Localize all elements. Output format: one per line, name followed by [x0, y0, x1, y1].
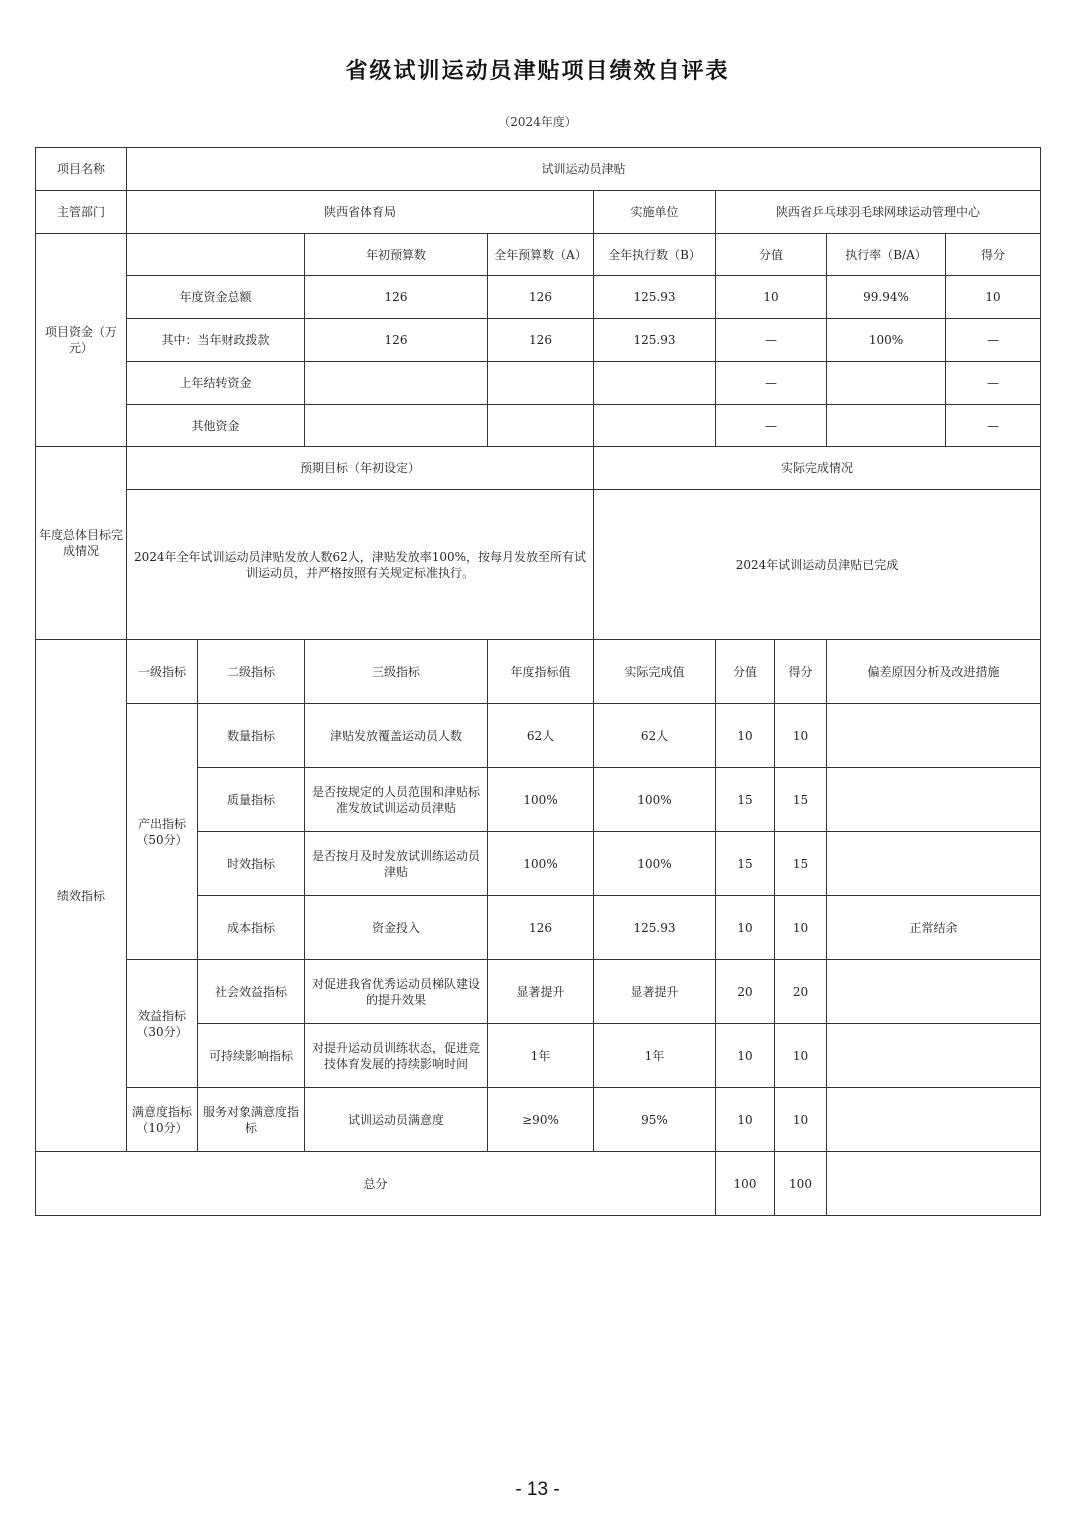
funds-row-rate [827, 362, 946, 405]
label-impl-unit: 实施单位 [594, 191, 716, 234]
perf-row-l3: 对促进我省优秀运动员梯队建设的提升效果 [305, 960, 488, 1024]
perf-row-score: 10 [775, 1088, 827, 1152]
perf-row [36, 1088, 1041, 1152]
funds-row-annual [488, 405, 594, 447]
value-dept: 陕西省体育局 [127, 191, 594, 234]
funds-header-score-value: 分值 [716, 234, 827, 276]
funds-row-initial [305, 405, 488, 447]
perf-row-score: 15 [775, 832, 827, 896]
perf-row-actual: 100% [594, 768, 716, 832]
perf-row [36, 960, 1041, 1024]
goal-expected-header: 预期目标（年初设定） [127, 447, 594, 490]
perf-header-target: 年度指标值 [488, 640, 594, 704]
funds-header-executed: 全年执行数（B） [594, 234, 716, 276]
funds-row-score-value: — [716, 362, 827, 405]
label-dept: 主管部门 [36, 191, 127, 234]
perf-group-satisfaction: 满意度指标（10分） [127, 1088, 198, 1152]
perf-header-l3: 三级指标 [305, 640, 488, 704]
perf-row-target: 显著提升 [488, 960, 594, 1024]
funds-header-blank [127, 234, 305, 276]
perf-row-note [827, 960, 1041, 1024]
form-year: （2024年度） [498, 115, 577, 129]
total-score-value: 100 [716, 1152, 775, 1216]
perf-row-score-value: 15 [716, 768, 775, 832]
total-score: 100 [775, 1152, 827, 1216]
perf-row-note [827, 832, 1041, 896]
label-project-name: 项目名称 [36, 148, 127, 191]
perf-row-l2: 成本指标 [198, 896, 305, 960]
funds-row-executed [594, 405, 716, 447]
funds-row-score: — [946, 319, 1041, 362]
perf-row-score-value: 15 [716, 832, 775, 896]
perf-header-note: 偏差原因分析及改进措施 [827, 640, 1041, 704]
funds-header-score: 得分 [946, 234, 1041, 276]
funds-row-executed [594, 362, 716, 405]
funds-row-rate: 99.94% [827, 276, 946, 319]
perf-row-l3: 对提升运动员训练状态，促进竞技体育发展的持续影响时间 [305, 1024, 488, 1088]
perf-row-note: 正常结余 [827, 896, 1041, 960]
perf-row-target: 62人 [488, 704, 594, 768]
self-evaluation-table [35, 147, 1041, 1216]
funds-row-score: — [946, 405, 1041, 447]
perf-row-actual: 125.93 [594, 896, 716, 960]
perf-row-l2: 社会效益指标 [198, 960, 305, 1024]
funds-row-rate [827, 405, 946, 447]
funds-row [36, 319, 1041, 362]
perf-row [36, 704, 1041, 768]
perf-row-l2: 质量指标 [198, 768, 305, 832]
funds-row-executed: 125.93 [594, 319, 716, 362]
goal-actual-text: 2024年试训运动员津贴已完成 [594, 490, 1041, 640]
funds-row-annual: 126 [488, 276, 594, 319]
funds-row-annual [488, 362, 594, 405]
funds-row-score: — [946, 362, 1041, 405]
perf-row-score-value: 20 [716, 960, 775, 1024]
funds-row [36, 362, 1041, 405]
funds-header-annual: 全年预算数（A） [488, 234, 594, 276]
perf-row-actual: 100% [594, 832, 716, 896]
funds-row-score: 10 [946, 276, 1041, 319]
perf-row-l3: 试训运动员满意度 [305, 1088, 488, 1152]
perf-row-score-value: 10 [716, 1088, 775, 1152]
perf-row-l2: 数量指标 [198, 704, 305, 768]
perf-row-note [827, 704, 1041, 768]
funds-row-rate: 100% [827, 319, 946, 362]
perf-row-actual: 1年 [594, 1024, 716, 1088]
perf-row-score: 20 [775, 960, 827, 1024]
perf-row-actual: 62人 [594, 704, 716, 768]
perf-row-l2: 可持续影响指标 [198, 1024, 305, 1088]
perf-header-score: 得分 [775, 640, 827, 704]
perf-row-actual: 95% [594, 1088, 716, 1152]
funds-row-initial: 126 [305, 276, 488, 319]
perf-row-score: 10 [775, 896, 827, 960]
perf-row-target: 1年 [488, 1024, 594, 1088]
perf-row-l3: 是否按月及时发放试训练运动员津贴 [305, 832, 488, 896]
perf-header-score-value: 分值 [716, 640, 775, 704]
funds-row-label: 年度资金总额 [127, 276, 305, 319]
value-impl-unit: 陕西省乒乓球羽毛球网球运动管理中心 [716, 191, 1041, 234]
funds-row-executed: 125.93 [594, 276, 716, 319]
funds-row-initial: 126 [305, 319, 488, 362]
funds-row-label: 其中：当年财政拨款 [127, 319, 305, 362]
funds-row-label: 上年结转资金 [127, 362, 305, 405]
perf-row-score: 15 [775, 768, 827, 832]
perf-row-note [827, 1024, 1041, 1088]
perf-row-score-value: 10 [716, 704, 775, 768]
perf-row-l3: 津贴发放覆盖运动员人数 [305, 704, 488, 768]
funds-row-initial [305, 362, 488, 405]
perf-row-l3: 资金投入 [305, 896, 488, 960]
perf-row-score-value: 10 [716, 896, 775, 960]
funds-row-score-value: — [716, 405, 827, 447]
funds-row-annual: 126 [488, 319, 594, 362]
perf-row-target: 100% [488, 768, 594, 832]
perf-row-score: 10 [775, 704, 827, 768]
perf-group-output: 产出指标（50分） [127, 704, 198, 960]
perf-group-benefit: 效益指标（30分） [127, 960, 198, 1088]
goal-expected-text: 2024年全年试训运动员津贴发放人数62人，津贴发放率100%，按每月发放至所有试训运动员，并严格按照有关规定标准执行。 [127, 490, 594, 640]
perf-row-l2: 服务对象满意度指标 [198, 1088, 305, 1152]
perf-header-actual: 实际完成值 [594, 640, 716, 704]
page-number: - 13 - [515, 1479, 560, 1500]
perf-row-note [827, 768, 1041, 832]
label-goal: 年度总体目标完成情况 [36, 447, 127, 640]
label-perf: 绩效指标 [36, 640, 127, 1152]
label-funds: 项目资金（万元） [36, 234, 127, 447]
funds-row-score-value: — [716, 319, 827, 362]
funds-row [36, 405, 1041, 447]
perf-row-score: 10 [775, 1024, 827, 1088]
funds-row-score-value: 10 [716, 276, 827, 319]
form-title: 省级试训运动员津贴项目绩效自评表 [345, 59, 730, 84]
goal-actual-header: 实际完成情况 [594, 447, 1041, 490]
funds-header-rate: 执行率（B/A） [827, 234, 946, 276]
perf-header-l2: 二级指标 [198, 640, 305, 704]
perf-row-actual: 显著提升 [594, 960, 716, 1024]
perf-row-score-value: 10 [716, 1024, 775, 1088]
perf-row-target: ≥90% [488, 1088, 594, 1152]
funds-row-label: 其他资金 [127, 405, 305, 447]
funds-row [36, 276, 1041, 319]
perf-row-l2: 时效指标 [198, 832, 305, 896]
value-project-name: 试训运动员津贴 [127, 148, 1041, 191]
total-note [827, 1152, 1041, 1216]
perf-row-note [827, 1088, 1041, 1152]
perf-row-l3: 是否按规定的人员范围和津贴标准发放试训运动员津贴 [305, 768, 488, 832]
perf-row-target: 126 [488, 896, 594, 960]
label-total: 总分 [36, 1152, 716, 1216]
perf-header-l1: 一级指标 [127, 640, 198, 704]
perf-row-target: 100% [488, 832, 594, 896]
funds-header-initial: 年初预算数 [305, 234, 488, 276]
